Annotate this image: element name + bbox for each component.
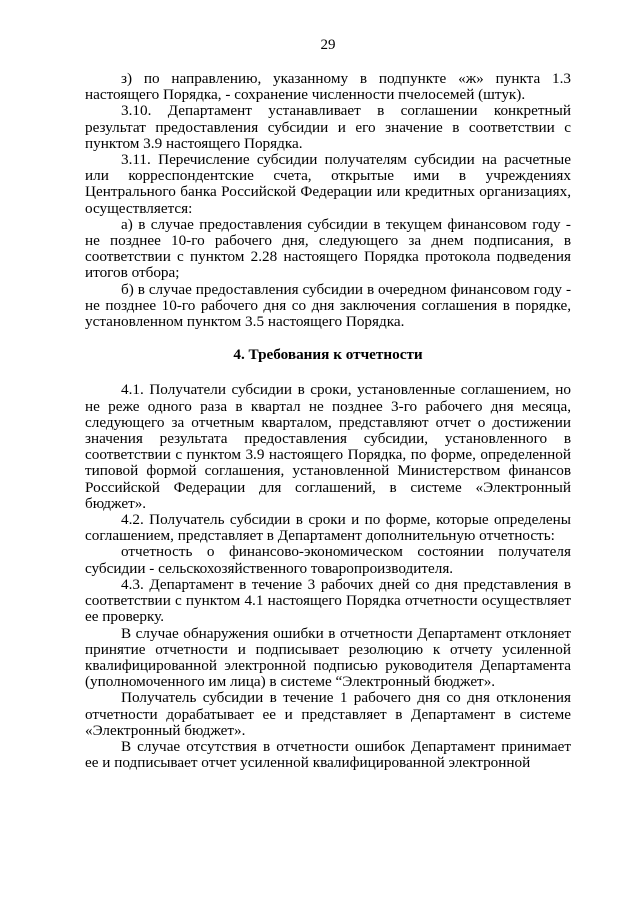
paragraph-3-10: 3.10. Департамент устанавливает в соглашении конкретный результат предоставления субсидии и его значение в соответствии с пунктом 3.9 настоящего Порядка.	[85, 102, 571, 152]
paragraph-4-2: 4.2. Получатель субсидии в сроки и по форме, которые определены соглашением, представляет в Департамент дополнительную отчетность:	[85, 511, 571, 545]
paragraph-3-9-z: з) по направлению, указанному в подпункте «ж» пункта 1.3 настоящего Порядка, - сохранение численности пчелосемей (штук).	[85, 70, 571, 104]
paragraph-3-11-a: а) в случае предоставления субсидии в текущем финансовом году - не позднее 10-го рабочего дня, следующего за днем подписания, в соответствии с пунктом 2.28 настоящего Порядка протокола подведения итогов отбора;	[85, 215, 571, 282]
paragraph-3-11-b: б) в случае предоставления субсидии в очередном финансовом году - не позднее 10-го рабочего дня со дня заключения соглашения в порядке, установленном пунктом 3.5 настоящего Порядка.	[85, 280, 571, 331]
document-body	[85, 71, 571, 771]
paragraph-4-1: 4.1. Получатели субсидии в сроки, установленные соглашением, но не реже одного раза в квартал не позднее 3-го рабочего дня месяца, следующего за отчетным кварталом, представляют отчет о достижении значения результата предоставления субсидии, установленного в соответствии с пунктом 3.9 настоящего Порядка, по форме, определенной типовой формой соглашения, установленной Министерством финансов Российской Федерации для соглашений, в системе «Электронный бюджет».	[85, 381, 571, 512]
paragraph-4-3: 4.3. Департамент в течение 3 рабочих дней со дня представления в соответствии с пунктом 4.1 настоящего Порядка отчетности осуществляет ее проверку.	[85, 575, 571, 626]
paragraph-4-2-item: отчетность о финансово-экономическом состоянии получателя субсидии - сельскохозяйственного товаропроизводителя.	[85, 543, 571, 577]
paragraph-error-found: В случае обнаружения ошибки в отчетности Департамент отклоняет принятие отчетности и подписывает резолюцию к отчету усиленной квалифицированной электронной подписью руководителя Департамента (уполномоченного им лица) в системе “Электронный бюджет».	[85, 624, 571, 691]
paragraph-no-errors: В случае отсутствия в отчетности ошибок Департамент принимает ее и подписывает отчет усиленной квалифицированной электронной	[85, 737, 571, 772]
section-heading: 4. Требования к отчетности	[233, 346, 423, 364]
page-number: 29	[320, 37, 336, 53]
paragraph-rework: Получатель субсидии в течение 1 рабочего дня со дня отклонения отчетности дорабатывает ее и представляет в Департамент в системе «Электронный бюджет».	[85, 689, 571, 739]
paragraph-3-11: 3.11. Перечисление субсидии получателям субсидии на расчетные или корреспондентские счета, открытые ими в учреждениях Центрального банка Российской Федерации или кредитных организациях, осуществляется:	[85, 151, 571, 217]
